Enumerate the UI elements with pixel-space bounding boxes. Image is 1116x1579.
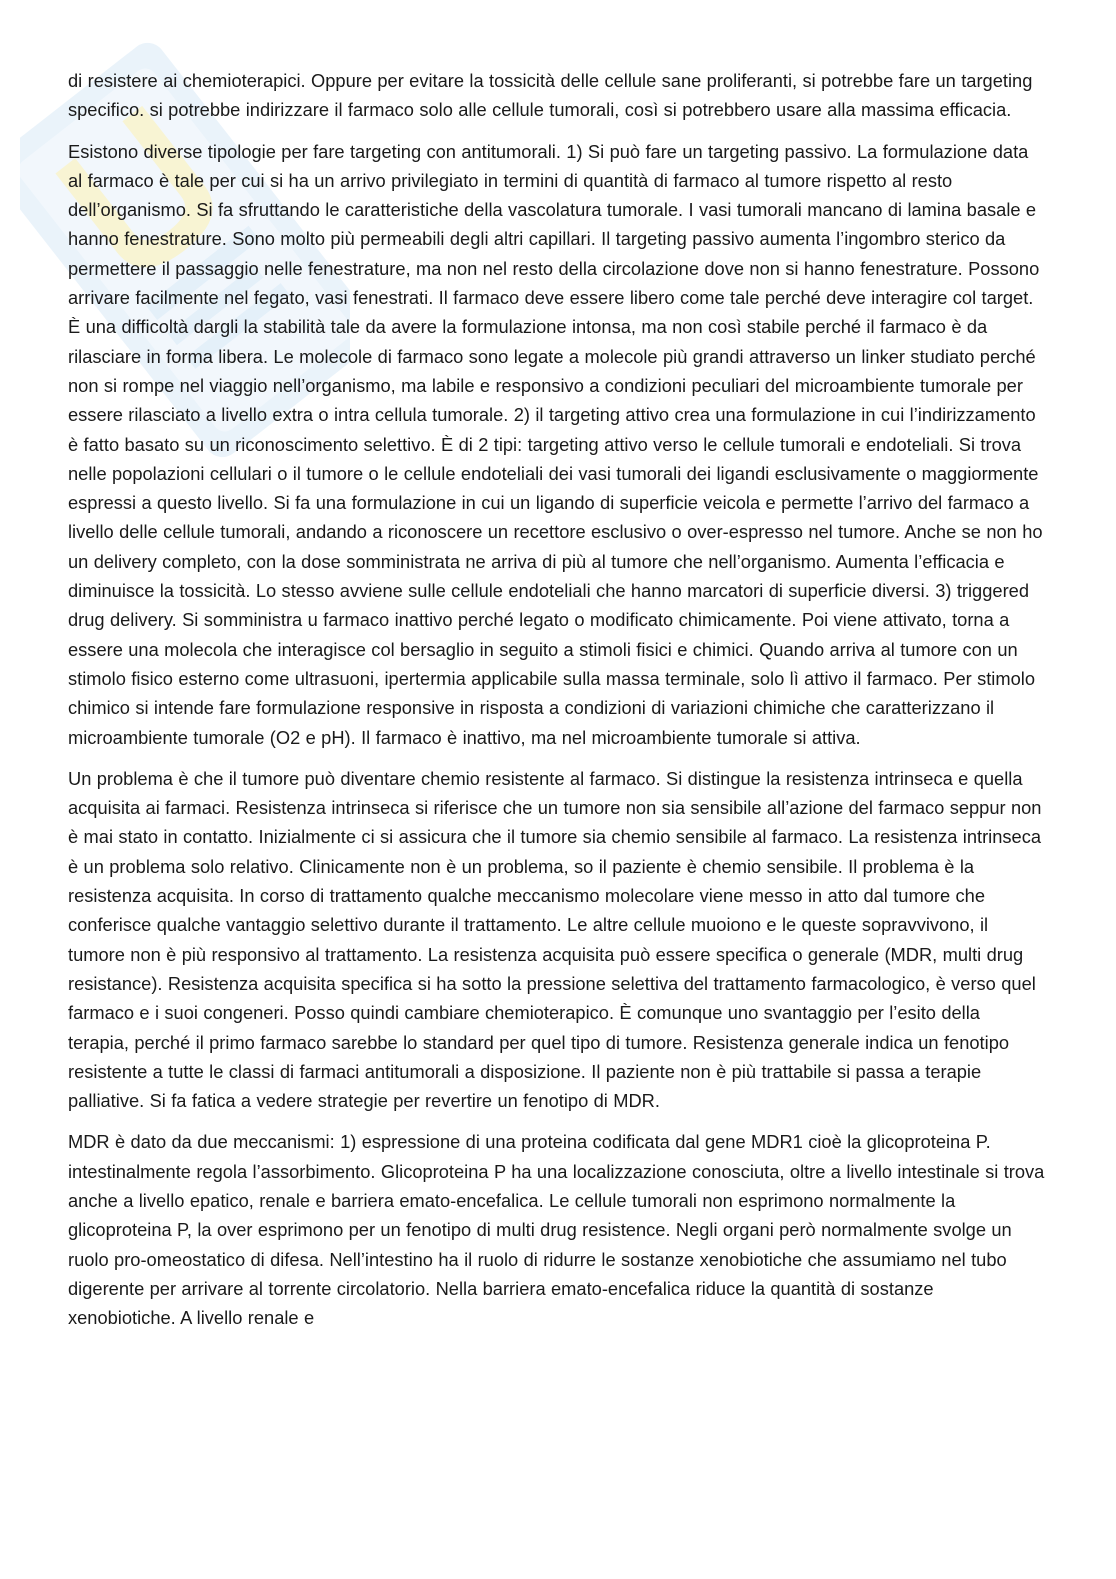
paragraph-chemoresistance: Un problema è che il tumore può diventare chemio resistente al farmaco. Si distingue la resistenza intrinseca e quella acquisita ai farmaci. Resistenza intrinseca si riferisce che un tumore non sia sensibile all’azione del farmaco seppur non è mai stato in contatto. Inizialmente ci si assicura che il tumore sia chemio sensibile al farmaco. La resistenza intrinseca è un problema solo relativo. Clinicamente non è un problema, so il paziente è chemio sensibile. Il problema è la resistenza acquisita. In corso di trattamento qualche meccanismo molecolare viene messo in atto dal tumore che conferisce qualche vantaggio selettivo durante il trattamento. Le altre cellule muoiono e le queste sopravvivono, il tumore non è più responsivo al trattamento. La resistenza acquisita può essere specifica o generale (MDR, multi drug resistance). Resistenza acquisita specifica si ha sotto la pressione selettiva del trattamento farmacologico, è verso quel farmaco e i suoi congeneri. Posso quindi cambiare chemioterapico. È comunque uno svantaggio per l’esito della terapia, perché il primo farmaco sarebbe lo standard per quel tipo di tumore. Resistenza generale indica un fenotipo resistente a tutte le classi di farmaci antitumorali a disposizione. Il paziente non è più trattabile si passa a terapie palliative. Si fa fatica a vedere strategie per revertire un fenotipo di MDR. bbox=[68, 767, 1042, 1112]
text-body bbox=[68, 66, 1046, 1344]
paragraph-targeting-types: Esistono diverse tipologie per fare targeting con antitumorali. 1) Si può fare un targeting passivo. La formulazione data al farmaco è tale per cui si ha un arrivo privilegiato in termini di quantità di farmaco al tumore rispetto al resto dell’organismo. Si fa sfruttando le caratteristiche della vascolatura tumorale. I vasi tumorali mancano di lamina basale e hanno fenestrature. Sono molto più permeabili degli altri capillari. Il targeting passivo aumenta l’ingombro sterico da permettere il passaggio nelle fenestrature, ma non nel resto della circolazione dove non si hanno fenestrature. Possono arrivare facilmente nel fegato, vasi fenestrati. Il farmaco deve essere libero come tale perché deve interagire col target. È una difficoltà dargli la stabilità tale da avere la formulazione intonsa, ma non così stabile perché il farmaco è da rilasciare in forma libera. Le molecole di farmaco sono legate a molecole più grandi attraverso un linker studiato perché non si rompe nel viaggio nell’organismo, ma labile e responsivo a condizioni peculiari del microambiente tumorale per essere rilasciato a livello extra o intra cellula tumorale. 2) il targeting attivo crea una formulazione in cui l’indirizzamento è fatto basato su un riconoscimento selettivo. È di 2 tipi: targeting attivo verso le cellule tumorali e endoteliali. Si trova nelle popolazioni cellulari o il tumore o le cellule endoteliali dei vasi tumorali dei ligandi esclusivamente o maggiormente espressi a questo livello. Si fa una formulazione in cui un ligando di superficie veicola e permette l’arrivo del farmaco a livello delle cellule tumorali, andando a riconoscere un recettore esclusivo o over-espresso nel tumore. Anche se non ho un delivery completo, con la dose somministrata ne arriva di più al tumore che nell’organismo. Aumenta l’efficacia e diminuisce la tossicità. Lo stesso avviene sulle cellule endoteliali che hanno marcatori di superficie diversi. 3) triggered drug delivery. Si somministra u farmaco inattivo perché legato o modificato chimicamente. Poi viene attivato, torna a essere una molecola che interagisce col bersaglio in seguito a stimoli fisici e chimici. Quando arriva al tumore con un stimolo fisico esterno come ultrasuoni, ipertermia applicabile sulla massa terminale, solo lì attivo il farmaco. Per stimolo chimico si intende fare formulazione responsive in risposta a condizioni di variazioni chimiche che caratterizzano il microambiente tumorale (O2 e pH). Il farmaco è inattivo, ma nel microambiente tumorale si attiva. bbox=[68, 140, 1043, 748]
paragraph-mdr-mechanisms: MDR è dato da due meccanismi: 1) espressione di una proteina codificata dal gene MDR1 cioè la glicoproteina P. intestinalmente regola l’assorbimento. Glicoproteina P ha una localizzazione conosciuta, oltre a livello intestinale si trova anche a livello epatico, renale e barriera emato-encefalica. Le cellule tumorali non esprimono normalmente la glicoproteina P, la over esprimono per un fenotipo di multi drug resistence. Negli organi però normalmente svolge un ruolo pro-omeostatico di difesa. Nell’intestino ha il ruolo di ridurre le sostanze xenobiotiche che assumiamo nel tubo digerente per arrivare al torrente circolatorio. Nella barriera emato-encefalica riduce la quantità di sostanze xenobiotiche. A livello renale e bbox=[68, 1131, 1045, 1329]
paragraph-targeting-intro: di resistere ai chemioterapici. Oppure per evitare la tossicità delle cellule sane proliferanti, si potrebbe fare un targeting specifico. si potrebbe indirizzare il farmaco solo alle cellule tumorali, così si potrebbero usare alla massima efficacia. bbox=[68, 70, 1033, 121]
